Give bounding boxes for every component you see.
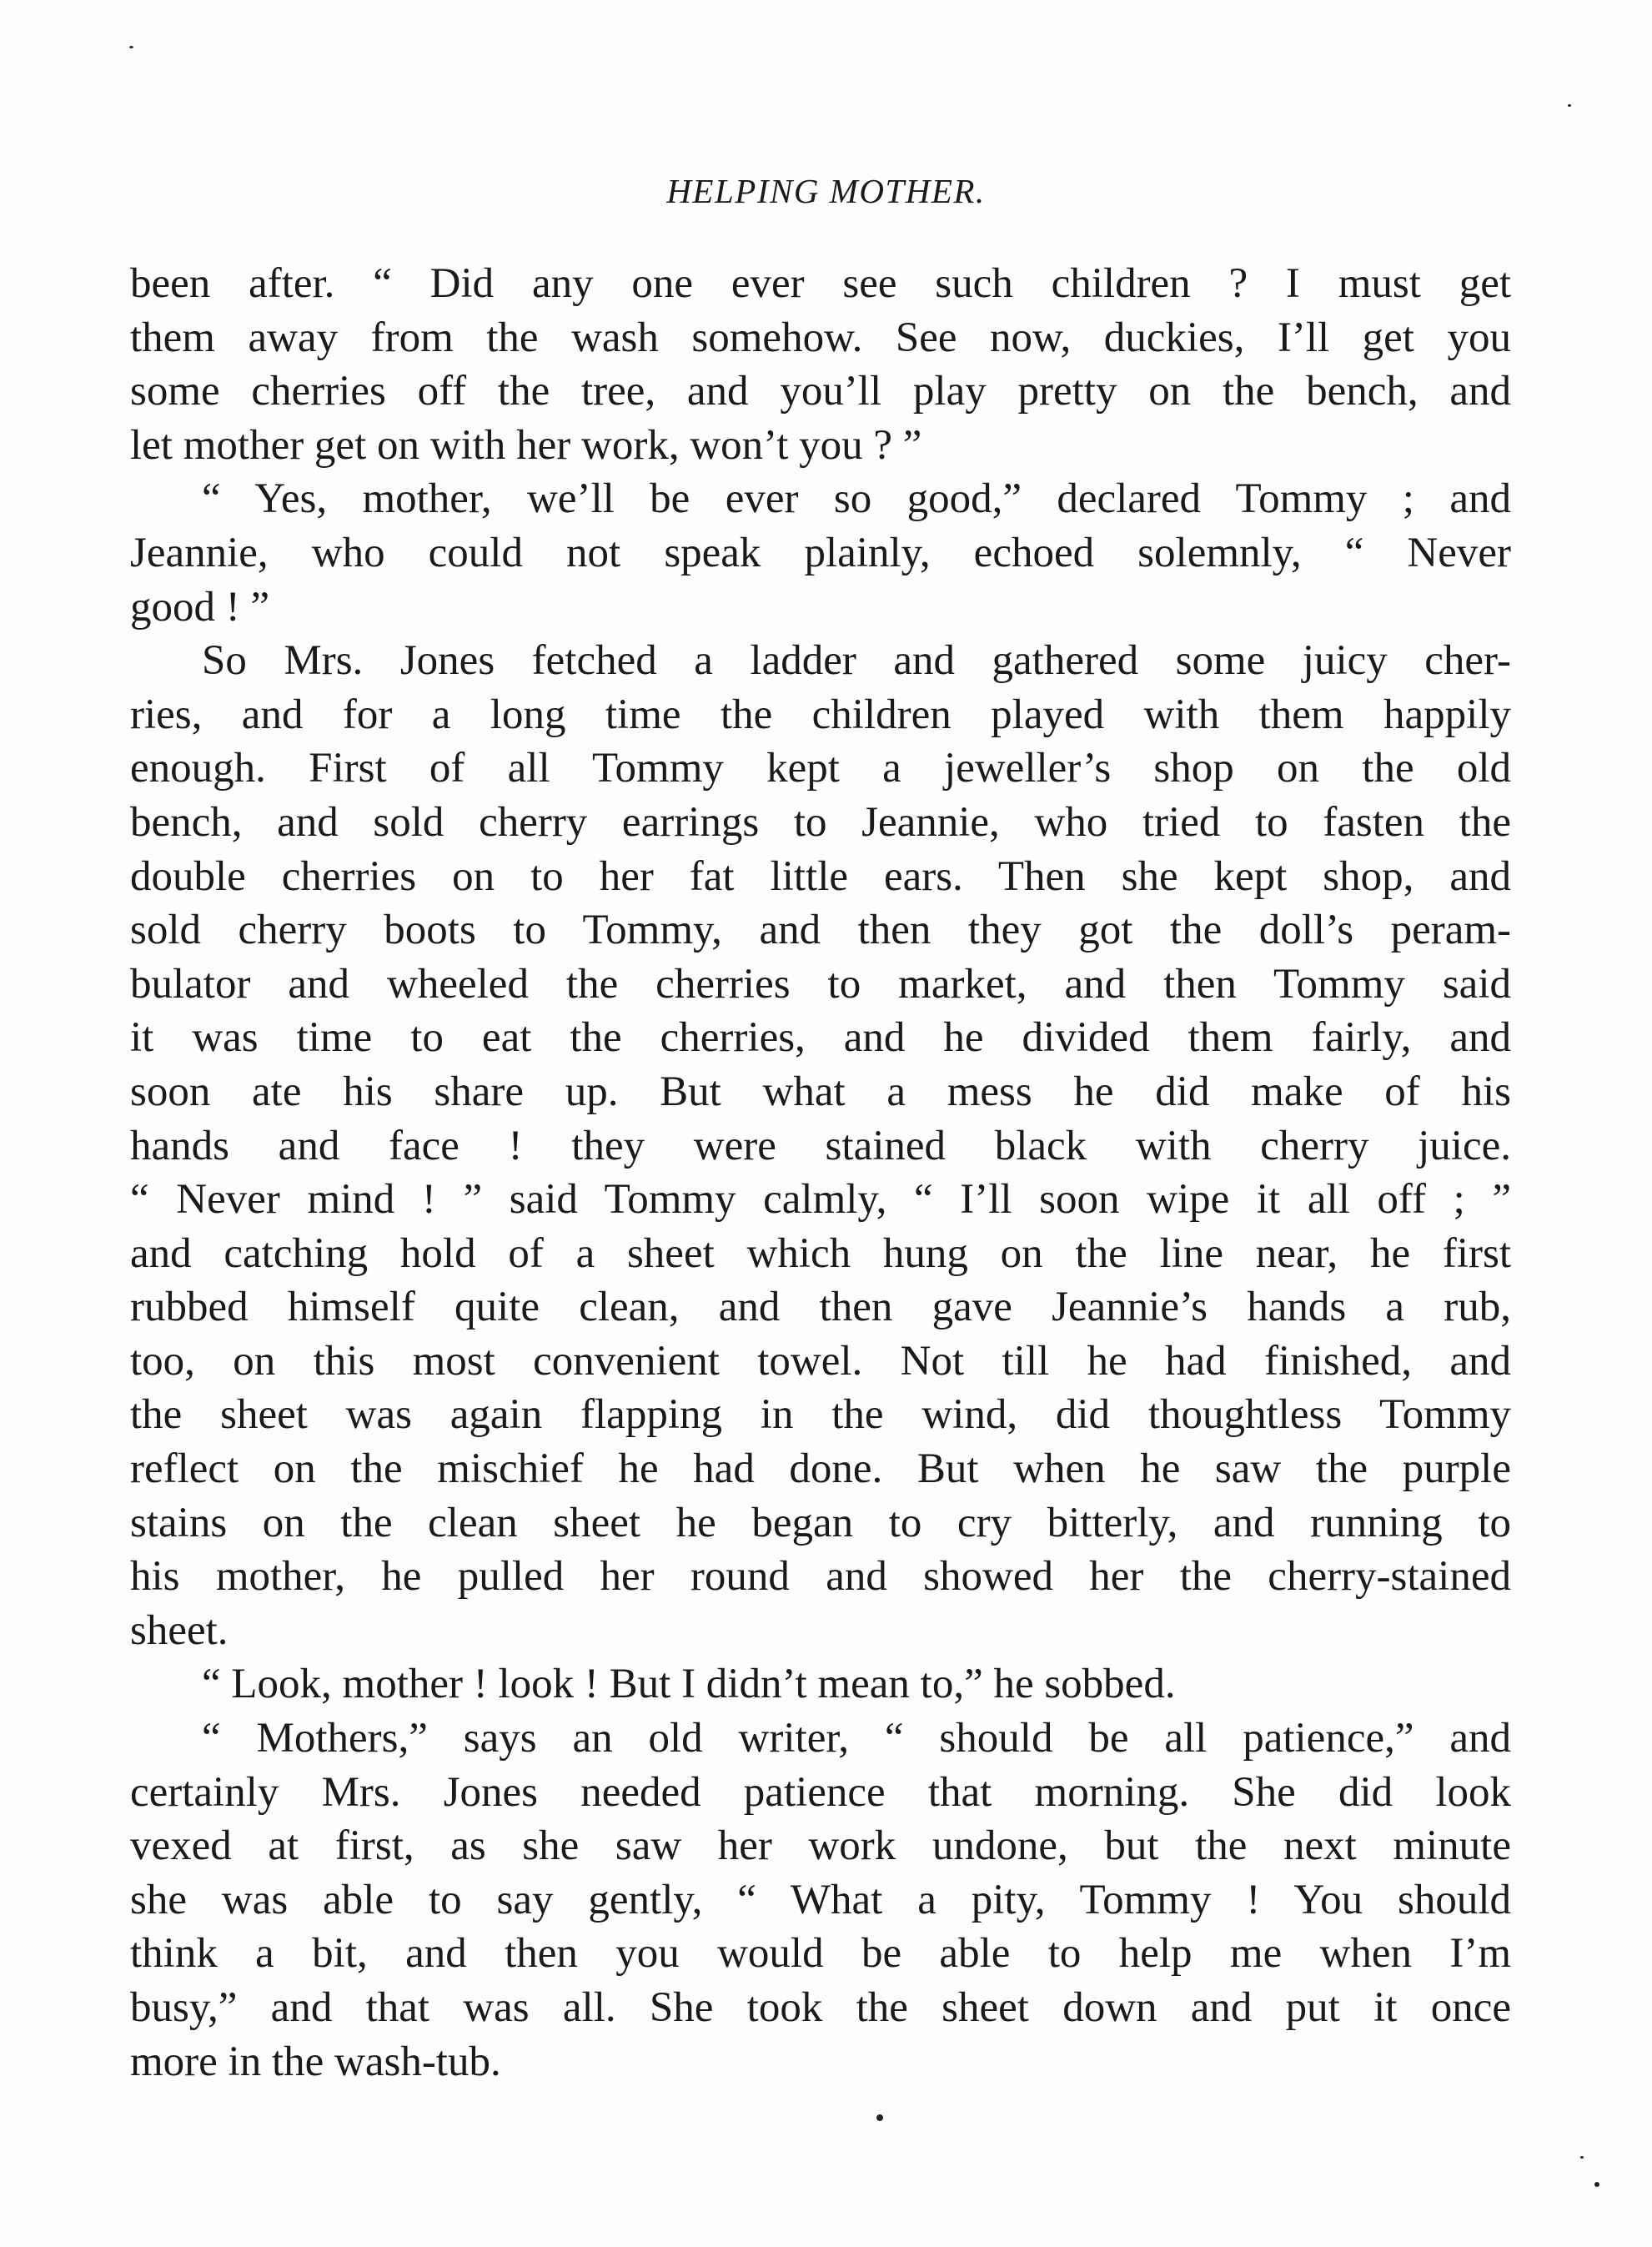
text-line: it was time to eat the cherries, and he divided them fairly, and <box>130 1014 1511 1062</box>
text-line: “ Mothers,” says an old writer, “ should be all patience,” and <box>202 1715 1511 1762</box>
scan-speck <box>1580 2156 1584 2159</box>
text-line: certainly Mrs. Jones needed patience that morning. She did look <box>130 1768 1511 1816</box>
text-line: them away from the wash somehow. See now, duckies, I’ll get you <box>130 314 1511 361</box>
text-line: “ Yes, mother, we’ll be ever so good,” declared Tommy ; and <box>202 475 1511 523</box>
text-line: think a bit, and then you would be able to help me when I’m <box>130 1930 1511 1978</box>
body-text <box>130 257 1511 2089</box>
text-line: stains on the clean sheet he began to cry bitterly, and running to <box>130 1499 1511 1546</box>
text-line: So Mrs. Jones fetched a ladder and gathered some juicy cher- <box>202 637 1511 685</box>
text-line: rubbed himself quite clean, and then gave Jeannie’s hands a rub, <box>130 1284 1511 1331</box>
text-line: she was able to say gently, “ What a pity, Tommy ! You should <box>130 1876 1511 1923</box>
text-line: ries, and for a long time the children played with them happily <box>130 691 1511 738</box>
text-line: too, on this most convenient towel. Not till he had finished, and <box>130 1337 1511 1385</box>
text-line: reflect on the mischief he had done. But when he saw the purple <box>130 1445 1511 1493</box>
scan-speck <box>876 2114 883 2121</box>
running-head: HELPING MOTHER. <box>666 172 986 210</box>
text-line: enough. First of all Tommy kept a jeweller’s shop on the old <box>130 745 1511 792</box>
text-line: sheet. <box>130 1606 228 1654</box>
text-line: sold cherry boots to Tommy, and then they got the doll’s peram- <box>130 907 1511 954</box>
text-line: vexed at first, as she saw her work undone, but the next minute <box>130 1822 1511 1870</box>
text-line: been after. “ Did any one ever see such children ? I must get <box>130 260 1511 307</box>
scan-speck <box>1568 104 1571 107</box>
text-line: “ Never mind ! ” said Tommy calmly, “ I’ll soon wipe it all off ; ” <box>130 1176 1511 1224</box>
text-line: more in the wash-tub. <box>130 2038 501 2085</box>
text-line: double cherries on to her fat little ears. Then she kept shop, and <box>130 852 1511 900</box>
scan-speck <box>1594 2182 1599 2187</box>
text-line: “ Look, mother ! look ! But I didn’t mean to,” he sobbed. <box>202 1661 1176 1708</box>
text-line: let mother get on with her work, won’t you ? ” <box>130 421 922 469</box>
text-line: bench, and sold cherry earrings to Jeannie, who tried to fasten the <box>130 798 1511 846</box>
text-line: his mother, he pulled her round and showed her the cherry-stained <box>130 1553 1511 1601</box>
text-line: Jeannie, who could not speak plainly, echoed solemnly, “ Never <box>130 529 1511 576</box>
scan-speck <box>129 46 133 48</box>
text-line: soon ate his share up. But what a mess he did make of his <box>130 1068 1511 1115</box>
text-line: and catching hold of a sheet which hung on the line near, he first <box>130 1229 1511 1277</box>
text-line: some cherries off the tree, and you’ll play pretty on the bench, and <box>130 368 1511 415</box>
text-line: the sheet was again flapping in the wind, did thoughtless Tommy <box>130 1391 1511 1439</box>
text-line: bulator and wheeled the cherries to market, and then Tommy said <box>130 960 1511 1008</box>
text-line: busy,” and that was all. She took the sheet down and put it once <box>130 1984 1511 2031</box>
text-line: hands and face ! they were stained black with cherry juice. <box>130 1122 1511 1169</box>
text-line: good ! ” <box>130 583 270 631</box>
